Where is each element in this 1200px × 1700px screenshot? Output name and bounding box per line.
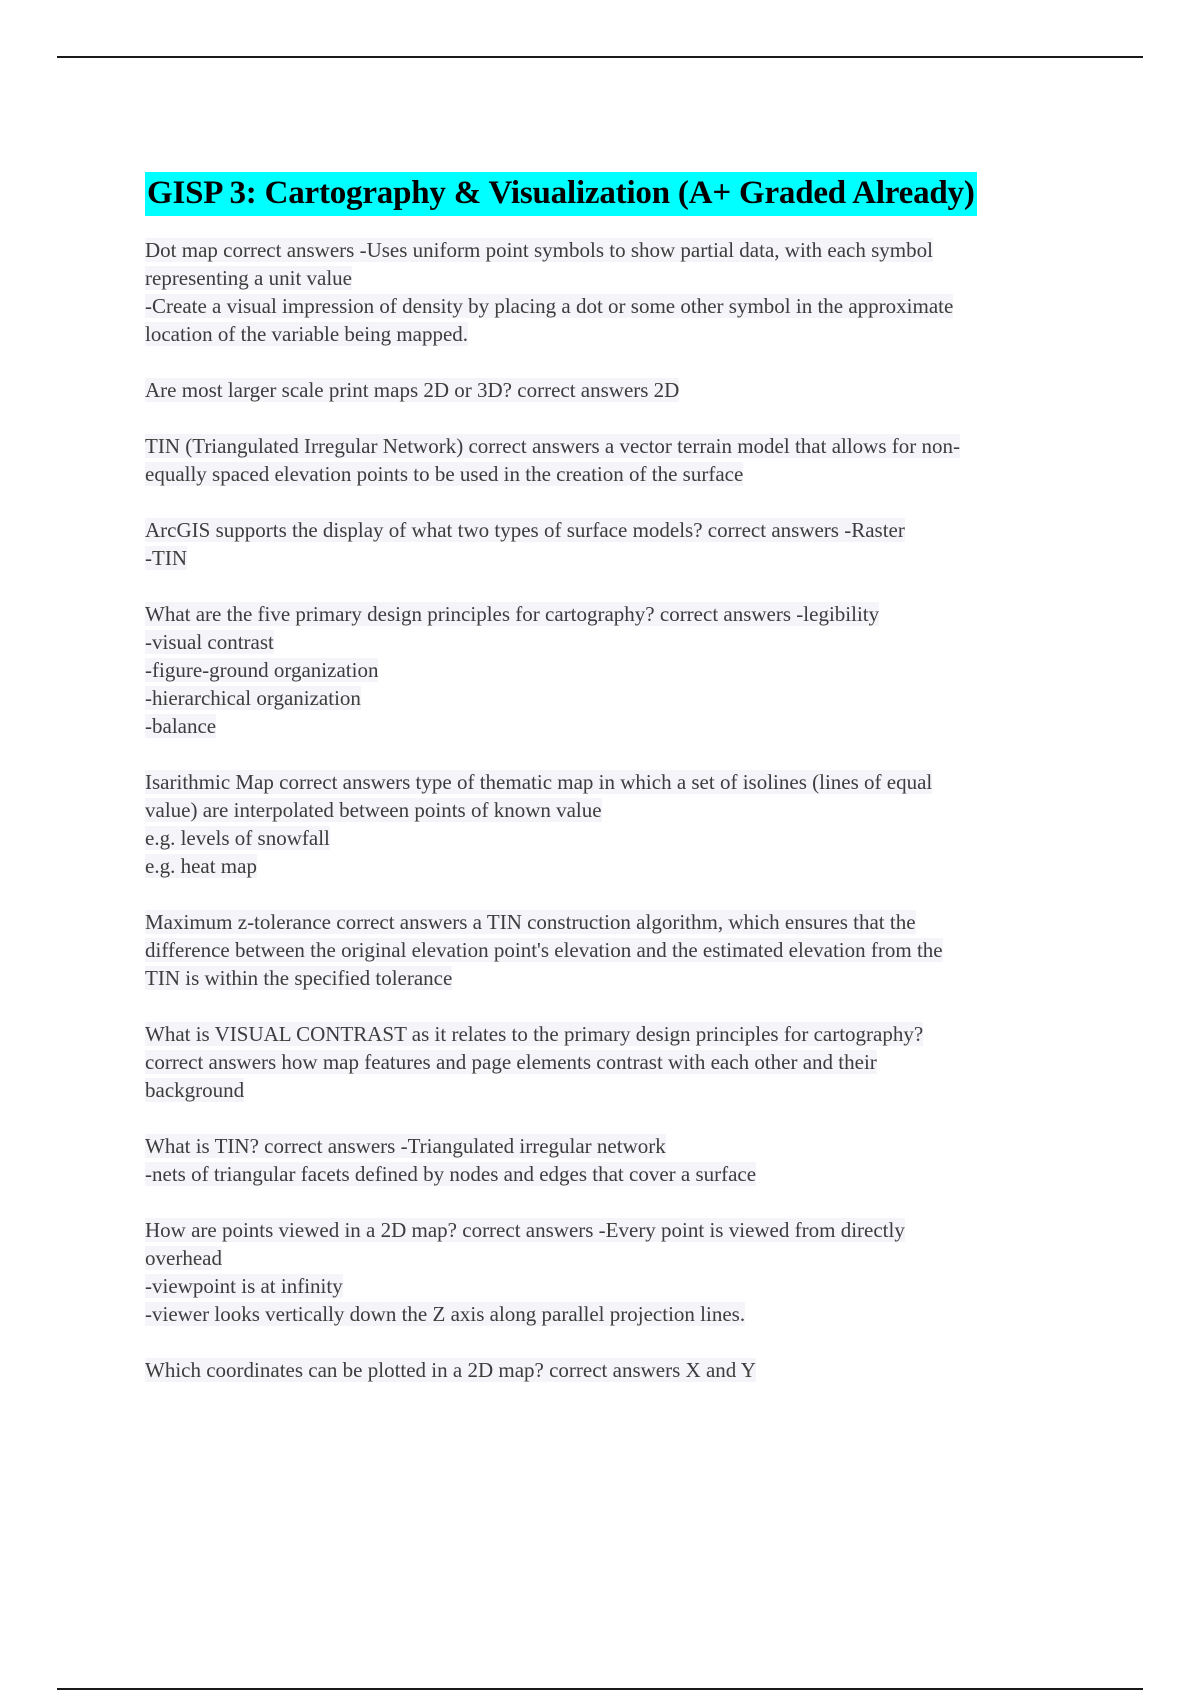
qa-line-text: -hierarchical organization <box>145 686 361 710</box>
qa-line <box>145 684 1105 712</box>
qa-line-text: background <box>145 1078 245 1102</box>
qa-entry <box>145 1356 1105 1384</box>
qa-line-text: value) are interpolated between points of known value <box>145 798 602 822</box>
qa-line-text: -balance <box>145 714 217 738</box>
qa-line <box>145 908 1105 936</box>
qa-line-text: e.g. heat map <box>145 854 257 878</box>
qa-line <box>145 320 1105 348</box>
qa-line-text: Isarithmic Map correct answers type of thematic map in which a set of isolines (lines of equal <box>145 770 933 794</box>
qa-line-text: What is TIN? correct answers -Triangulated irregular network <box>145 1134 666 1158</box>
qa-line <box>145 628 1105 656</box>
qa-line <box>145 432 1105 460</box>
qa-line-text: -viewpoint is at infinity <box>145 1274 343 1298</box>
qa-entry <box>145 908 1105 992</box>
qa-line-text: difference between the original elevation point's elevation and the estimated elevation from the <box>145 938 943 962</box>
qa-line <box>145 376 1105 404</box>
qa-line <box>145 1160 1105 1188</box>
bottom-rule <box>57 1688 1143 1690</box>
qa-entry <box>145 376 1105 404</box>
qa-entry <box>145 1132 1105 1188</box>
qa-line-text: Maximum z-tolerance correct answers a TIN construction algorithm, which ensures that the <box>145 910 916 934</box>
document-body <box>145 172 1105 1412</box>
qa-line-text: location of the variable being mapped. <box>145 322 469 346</box>
qa-line-text: overhead <box>145 1246 222 1270</box>
qa-line <box>145 824 1105 852</box>
qa-line <box>145 656 1105 684</box>
qa-entry <box>145 600 1105 740</box>
qa-line <box>145 936 1105 964</box>
qa-line-text: e.g. levels of snowfall <box>145 826 330 850</box>
qa-line-text: ArcGIS supports the display of what two types of surface models? correct answers -Raster <box>145 518 905 542</box>
qa-line <box>145 1356 1105 1384</box>
top-rule <box>57 56 1143 58</box>
qa-line-text: TIN is within the specified tolerance <box>145 966 453 990</box>
qa-line <box>145 236 1105 264</box>
qa-entry <box>145 236 1105 348</box>
qa-line <box>145 1300 1105 1328</box>
qa-line <box>145 292 1105 320</box>
qa-entry <box>145 768 1105 880</box>
qa-line-text: -TIN <box>145 546 187 570</box>
document-title: GISP 3: Cartography & Visualization (A+ Graded Already) <box>145 172 977 216</box>
qa-line-text: -nets of triangular facets defined by nodes and edges that cover a surface <box>145 1162 757 1186</box>
qa-line <box>145 264 1105 292</box>
qa-line <box>145 516 1105 544</box>
qa-line <box>145 1076 1105 1104</box>
qa-line <box>145 460 1105 488</box>
qa-line <box>145 964 1105 992</box>
qa-line <box>145 1048 1105 1076</box>
qa-line <box>145 544 1105 572</box>
qa-line-text: Which coordinates can be plotted in a 2D map? correct answers X and Y <box>145 1358 756 1382</box>
qa-line-text: equally spaced elevation points to be used in the creation of the surface <box>145 462 744 486</box>
qa-line <box>145 1020 1105 1048</box>
qa-line <box>145 1272 1105 1300</box>
qa-line <box>145 1216 1105 1244</box>
qa-line <box>145 1244 1105 1272</box>
qa-line <box>145 712 1105 740</box>
qa-entry <box>145 1020 1105 1104</box>
qa-line-text: What is VISUAL CONTRAST as it relates to the primary design principles for cartography? <box>145 1022 924 1046</box>
qa-list <box>145 236 1105 1384</box>
qa-line-text: -Create a visual impression of density by placing a dot or some other symbol in the approximate <box>145 294 954 318</box>
qa-line-text: Dot map correct answers -Uses uniform point symbols to show partial data, with each symbol <box>145 238 933 262</box>
qa-entry <box>145 432 1105 488</box>
qa-line-text: -visual contrast <box>145 630 274 654</box>
qa-line-text: -figure-ground organization <box>145 658 379 682</box>
qa-line-text: TIN (Triangulated Irregular Network) correct answers a vector terrain model that allows for non- <box>145 434 961 458</box>
qa-line-text: representing a unit value <box>145 266 353 290</box>
qa-line-text: Are most larger scale print maps 2D or 3D? correct answers 2D <box>145 378 680 402</box>
qa-line-text: correct answers how map features and page elements contrast with each other and their <box>145 1050 877 1074</box>
qa-line-text: -viewer looks vertically down the Z axis along parallel projection lines. <box>145 1302 746 1326</box>
qa-line <box>145 600 1105 628</box>
qa-line-text: What are the five primary design principles for cartography? correct answers -legibility <box>145 602 880 626</box>
qa-line <box>145 768 1105 796</box>
qa-entry <box>145 516 1105 572</box>
qa-line <box>145 1132 1105 1160</box>
qa-line-text: How are points viewed in a 2D map? correct answers -Every point is viewed from directly <box>145 1218 905 1242</box>
qa-line <box>145 852 1105 880</box>
qa-line <box>145 796 1105 824</box>
qa-entry <box>145 1216 1105 1328</box>
